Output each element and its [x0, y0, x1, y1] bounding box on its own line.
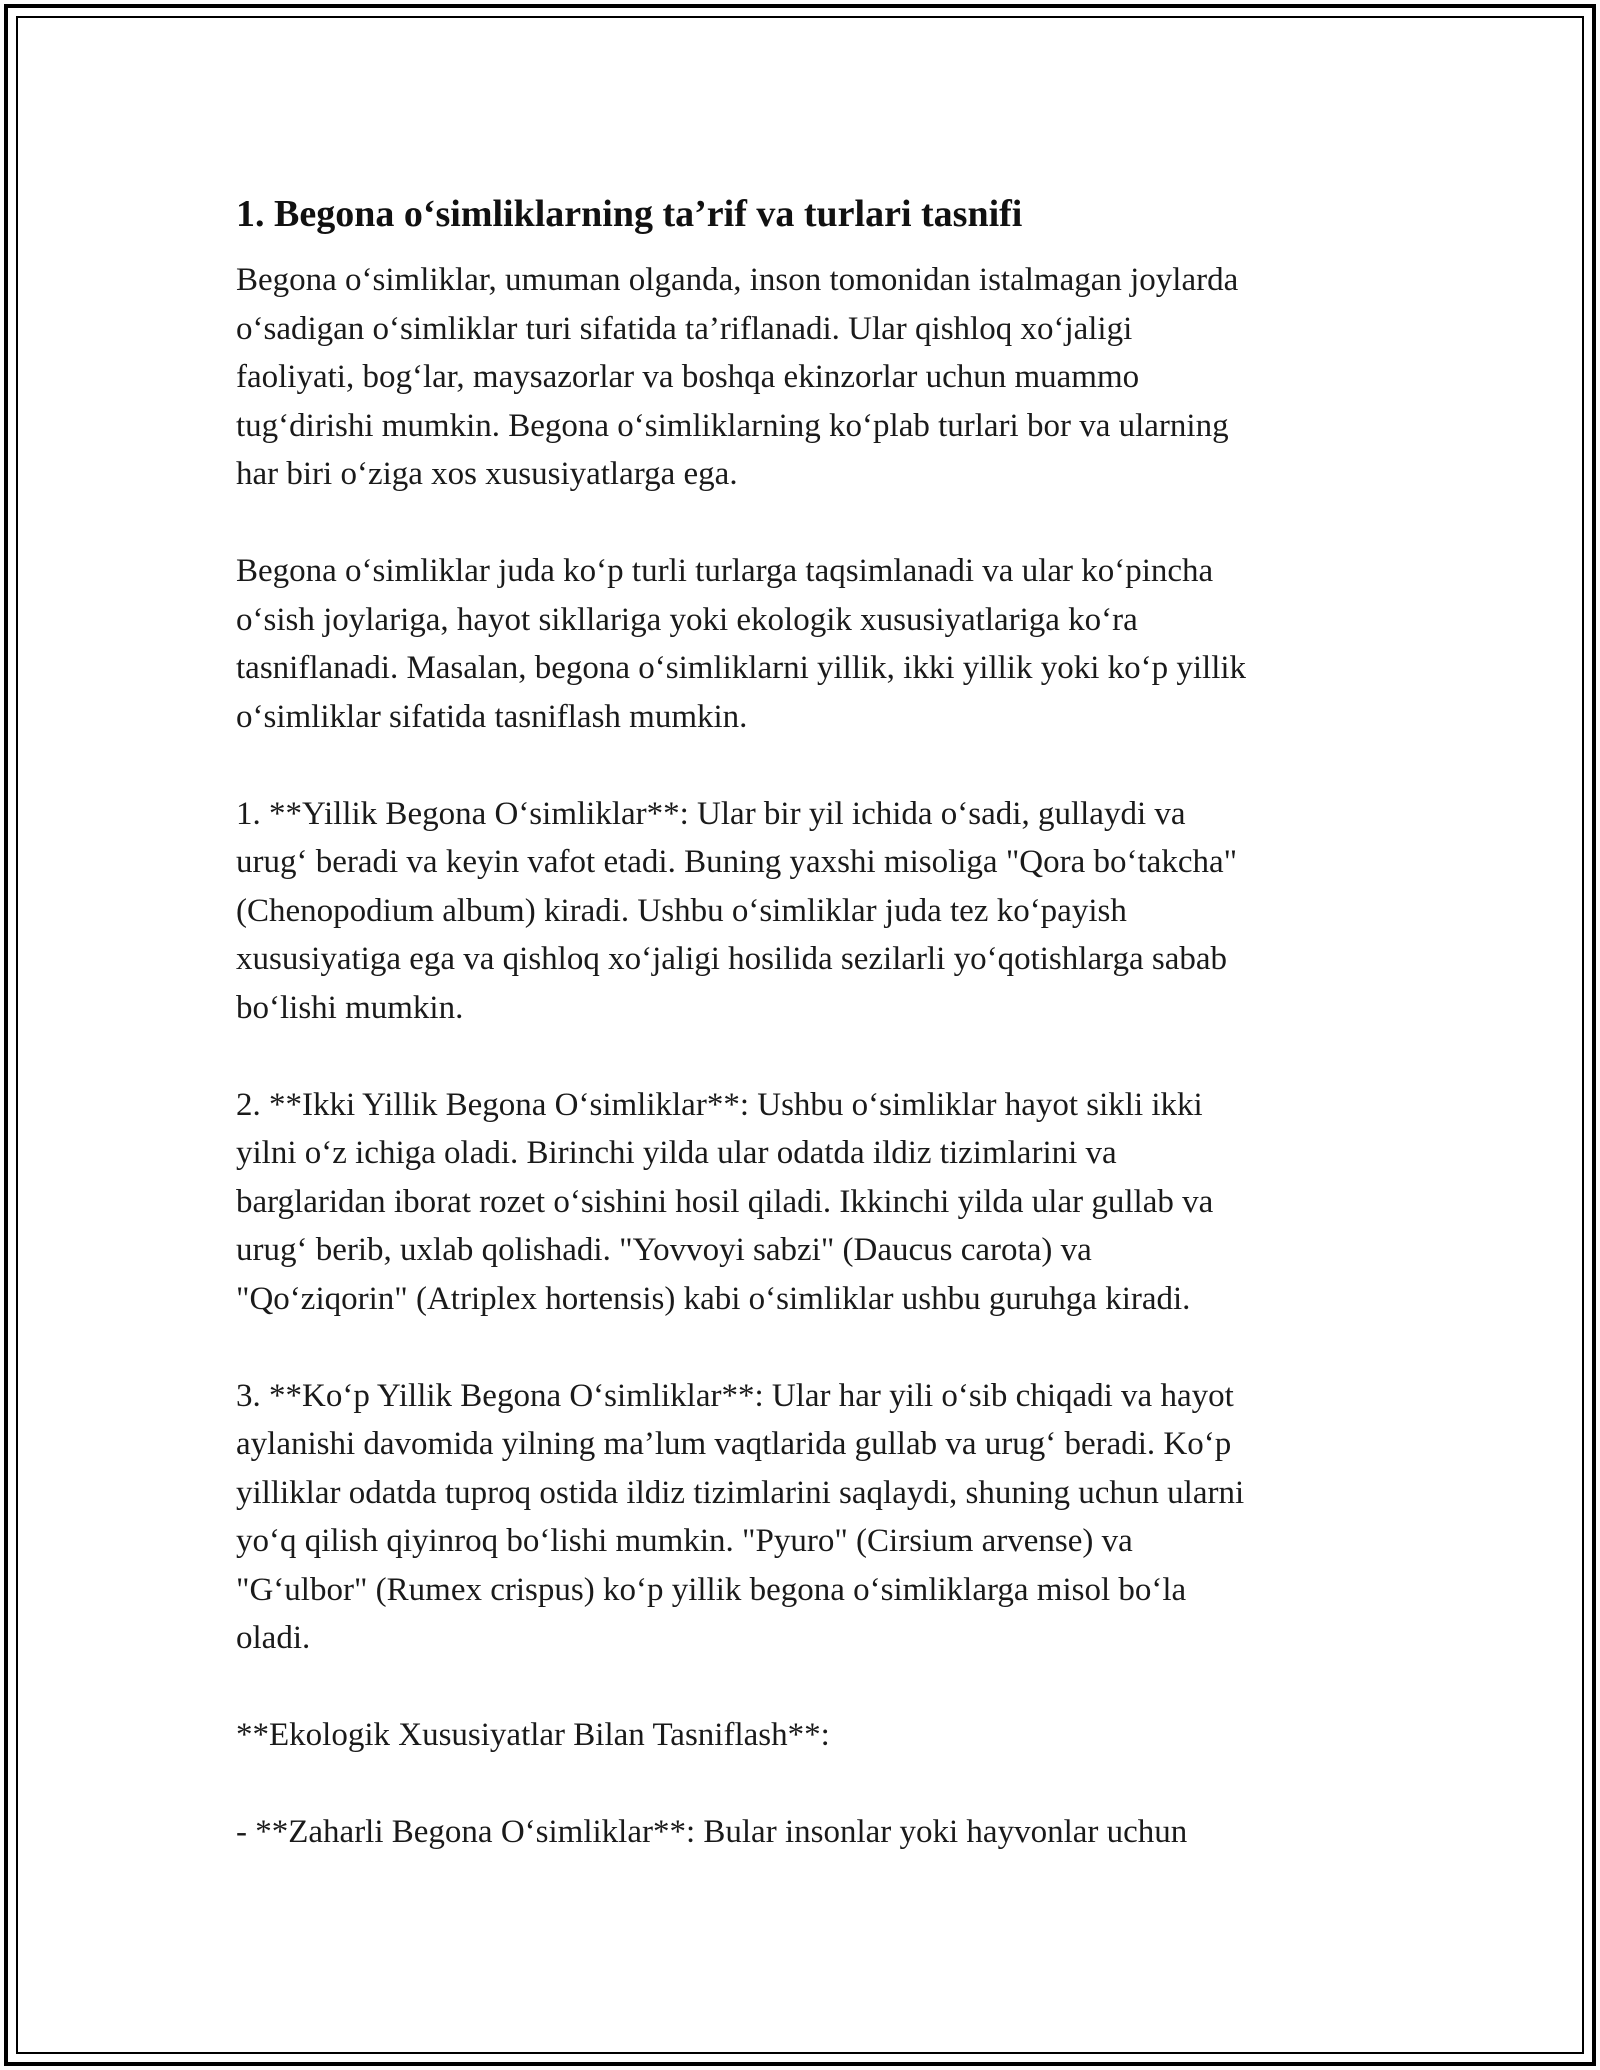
document-body [236, 186, 1396, 1905]
paragraph-poisonous-weeds: - **Zaharli Begona O‘simliklar**: Bular insonlar yoki hayvonlar uchun [236, 1814, 1188, 1850]
paragraph-biennial-weeds: 2. **Ikki Yillik Begona O‘simliklar**: Ushbu o‘simliklar hayot sikli ikki yilni o‘z ichiga oladi. Birinchi yilda ular odatda ildiz tizimlarini va barglaridan iborat rozet o‘sishini hosil qiladi. Ikkinchi yilda ular gullab va urug‘ berib, uxlab qolishadi. "Yovvoyi sabzi" (Daucus carota) va "Qo‘ziqorin" (Atriplex hortensis) kabi o‘simliklar ushbu guruhga kiradi. [236, 1086, 1214, 1317]
page-title: 1. Begona o‘simliklarning ta’rif va turlari tasnifi [236, 193, 1023, 235]
paragraph-classification: Begona o‘simliklar juda ko‘p turli turlarga taqsimlanadi va ular ko‘pincha o‘sish joylariga, hayot sikllariga yoki ekologik xususiyatlariga ko‘ra tasniflanadi. Masalan, begona o‘simliklarni yillik, ikki yillik yoki ko‘p yillik o‘simliklar sifatida tasniflash mumkin. [236, 553, 1247, 735]
paragraph-ecological-heading: **Ekologik Xususiyatlar Bilan Tasniflash**: [236, 1717, 830, 1753]
paragraph-annual-weeds: 1. **Yillik Begona O‘simliklar**: Ular bir yil ichida o‘sadi, gullaydi va urug‘ beradi va keyin vafot etadi. Buning yaxshi misoliga "Qora bo‘takcha" (Chenopodium album) kiradi. Ushbu o‘simliklar juda tez ko‘payish xususiyatiga ega va qishloq xo‘jaligi hosilida sezilarli yo‘qotishlarga sabab bo‘lishi mumkin. [236, 795, 1238, 1026]
paragraph-perennial-weeds: 3. **Ko‘p Yillik Begona O‘simliklar**: Ular har yili o‘sib chiqadi va hayot aylanishi davomida yilning ma’lum vaqtlarida gullab va urug‘ beradi. Ko‘p yilliklar odatda tuproq ostida ildiz tizimlarini saqlaydi, shuning uchun ularni yo‘q qilish qiyinroq bo‘lishi mumkin. "Pyuro" (Cirsium arvense) va "G‘ulbor" (Rumex crispus) ko‘p yillik begona o‘simliklarga misol bo‘la oladi. [236, 1377, 1245, 1656]
paragraph-definition: Begona o‘simliklar, umuman olganda, inson tomonidan istalmagan joylarda o‘sadigan o‘simliklar turi sifatida ta’riflanadi. Ular qishloq xo‘jaligi faoliyati, bog‘lar, maysazorlar va boshqa ekinzorlar uchun muammo tug‘dirishi mumkin. Begona o‘simliklarning ko‘plab turlari bor va ularning har biri o‘ziga xos xususiyatlarga ega. [236, 262, 1239, 492]
